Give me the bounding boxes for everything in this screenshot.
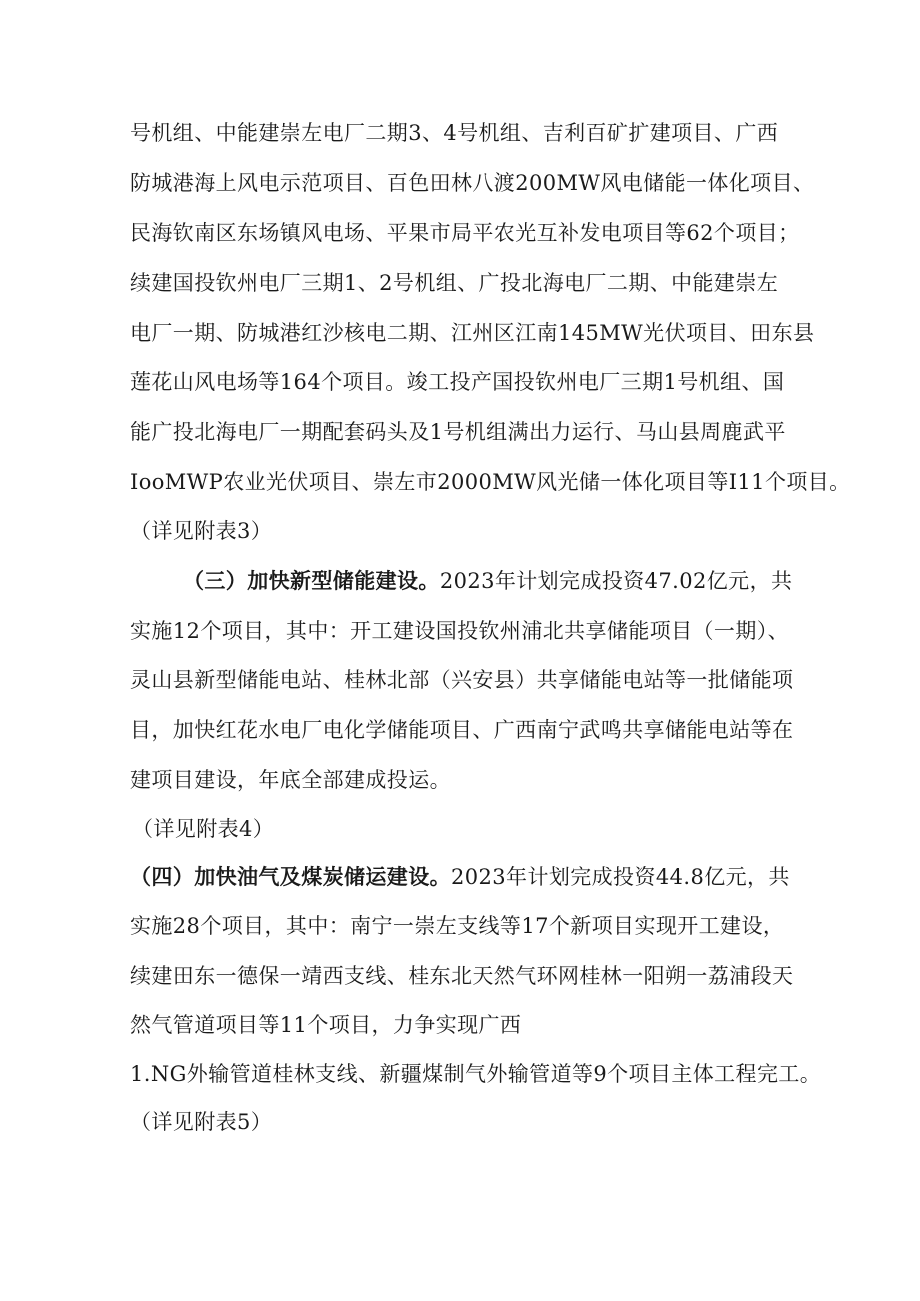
paragraph-line: 能广投北海电厂一期配套码头及1号机组满出力运行、马山县周鹿武平 bbox=[130, 420, 786, 444]
paragraph-line: 电厂一期、防城港红沙核电二期、江州区江南145MW光伏项目、田东县 bbox=[130, 321, 815, 345]
paragraph-line: 号机组、中能建崇左电厂二期3、4号机组、吉利百矿扩建项目、广西 bbox=[130, 121, 779, 145]
paragraph-line: 实施28个项目，其中：南宁一崇左支线等17个新项目实现开工建设， bbox=[130, 914, 785, 938]
paragraph-line: 莲花山风电场等164个项目。竣工投产国投钦州电厂三期1号机组、国 bbox=[130, 370, 785, 394]
paragraph-line: 然气管道项目等11个项目，力争实现广西 bbox=[130, 1013, 522, 1037]
appendix-reference: （详见附表3） bbox=[130, 519, 273, 543]
paragraph-line: 民海钦南区东场镇风电场、平果市局平农光互补发电项目等62个项目； bbox=[130, 221, 800, 245]
paragraph-line: 建项目建设，年底全部建成投运。 bbox=[130, 768, 451, 792]
paragraph-line: 目，加快红花水电厂电化学储能项目、广西南宁武鸣共享储能电站等在 bbox=[130, 718, 794, 742]
paragraph-line: 续建田东一德保一靖西支线、桂东北天然气环网桂林一阳朔一荔浦段天 bbox=[130, 964, 794, 988]
appendix-reference: （详见附表5） bbox=[130, 1110, 273, 1134]
paragraph-line: 实施12个项目，其中：开工建设国投钦州浦北共享储能项目（一期）、 bbox=[130, 619, 790, 643]
section-3-heading: （三）加快新型储能建设。 bbox=[183, 568, 440, 593]
paragraph-line: 续建国投钦州电厂三期1、2号机组、广投北海电厂二期、中能建崇左 bbox=[130, 271, 779, 295]
section-4-first-line bbox=[130, 862, 790, 892]
paragraph-line: 防城港海上风电示范项目、百色田林八渡200MW风电储能一体化项目、 bbox=[130, 171, 815, 195]
paragraph-line: 1.NG外输管道桂林支线、新疆煤制气外输管道等9个项目主体工程完工。 bbox=[130, 1062, 822, 1086]
paragraph-line: 灵山县新型储能电站、桂林北部（兴安县）共享储能电站等一批储能项 bbox=[130, 668, 794, 692]
paragraph-line: IooMWP农业光伏项目、崇左市2000MW风光储一体化项目等I11个项目。 bbox=[130, 470, 851, 494]
section-4-heading: （四）加快油气及煤炭储运建设。 bbox=[130, 864, 451, 889]
section-3-first-line-text: 2023年计划完成投资47.02亿元，共 bbox=[439, 569, 793, 593]
appendix-reference: （详见附表4） bbox=[132, 817, 275, 841]
section-4-first-line-text: 2023年计划完成投资44.8亿元，共 bbox=[451, 865, 790, 889]
section-3-first-line bbox=[183, 566, 792, 596]
